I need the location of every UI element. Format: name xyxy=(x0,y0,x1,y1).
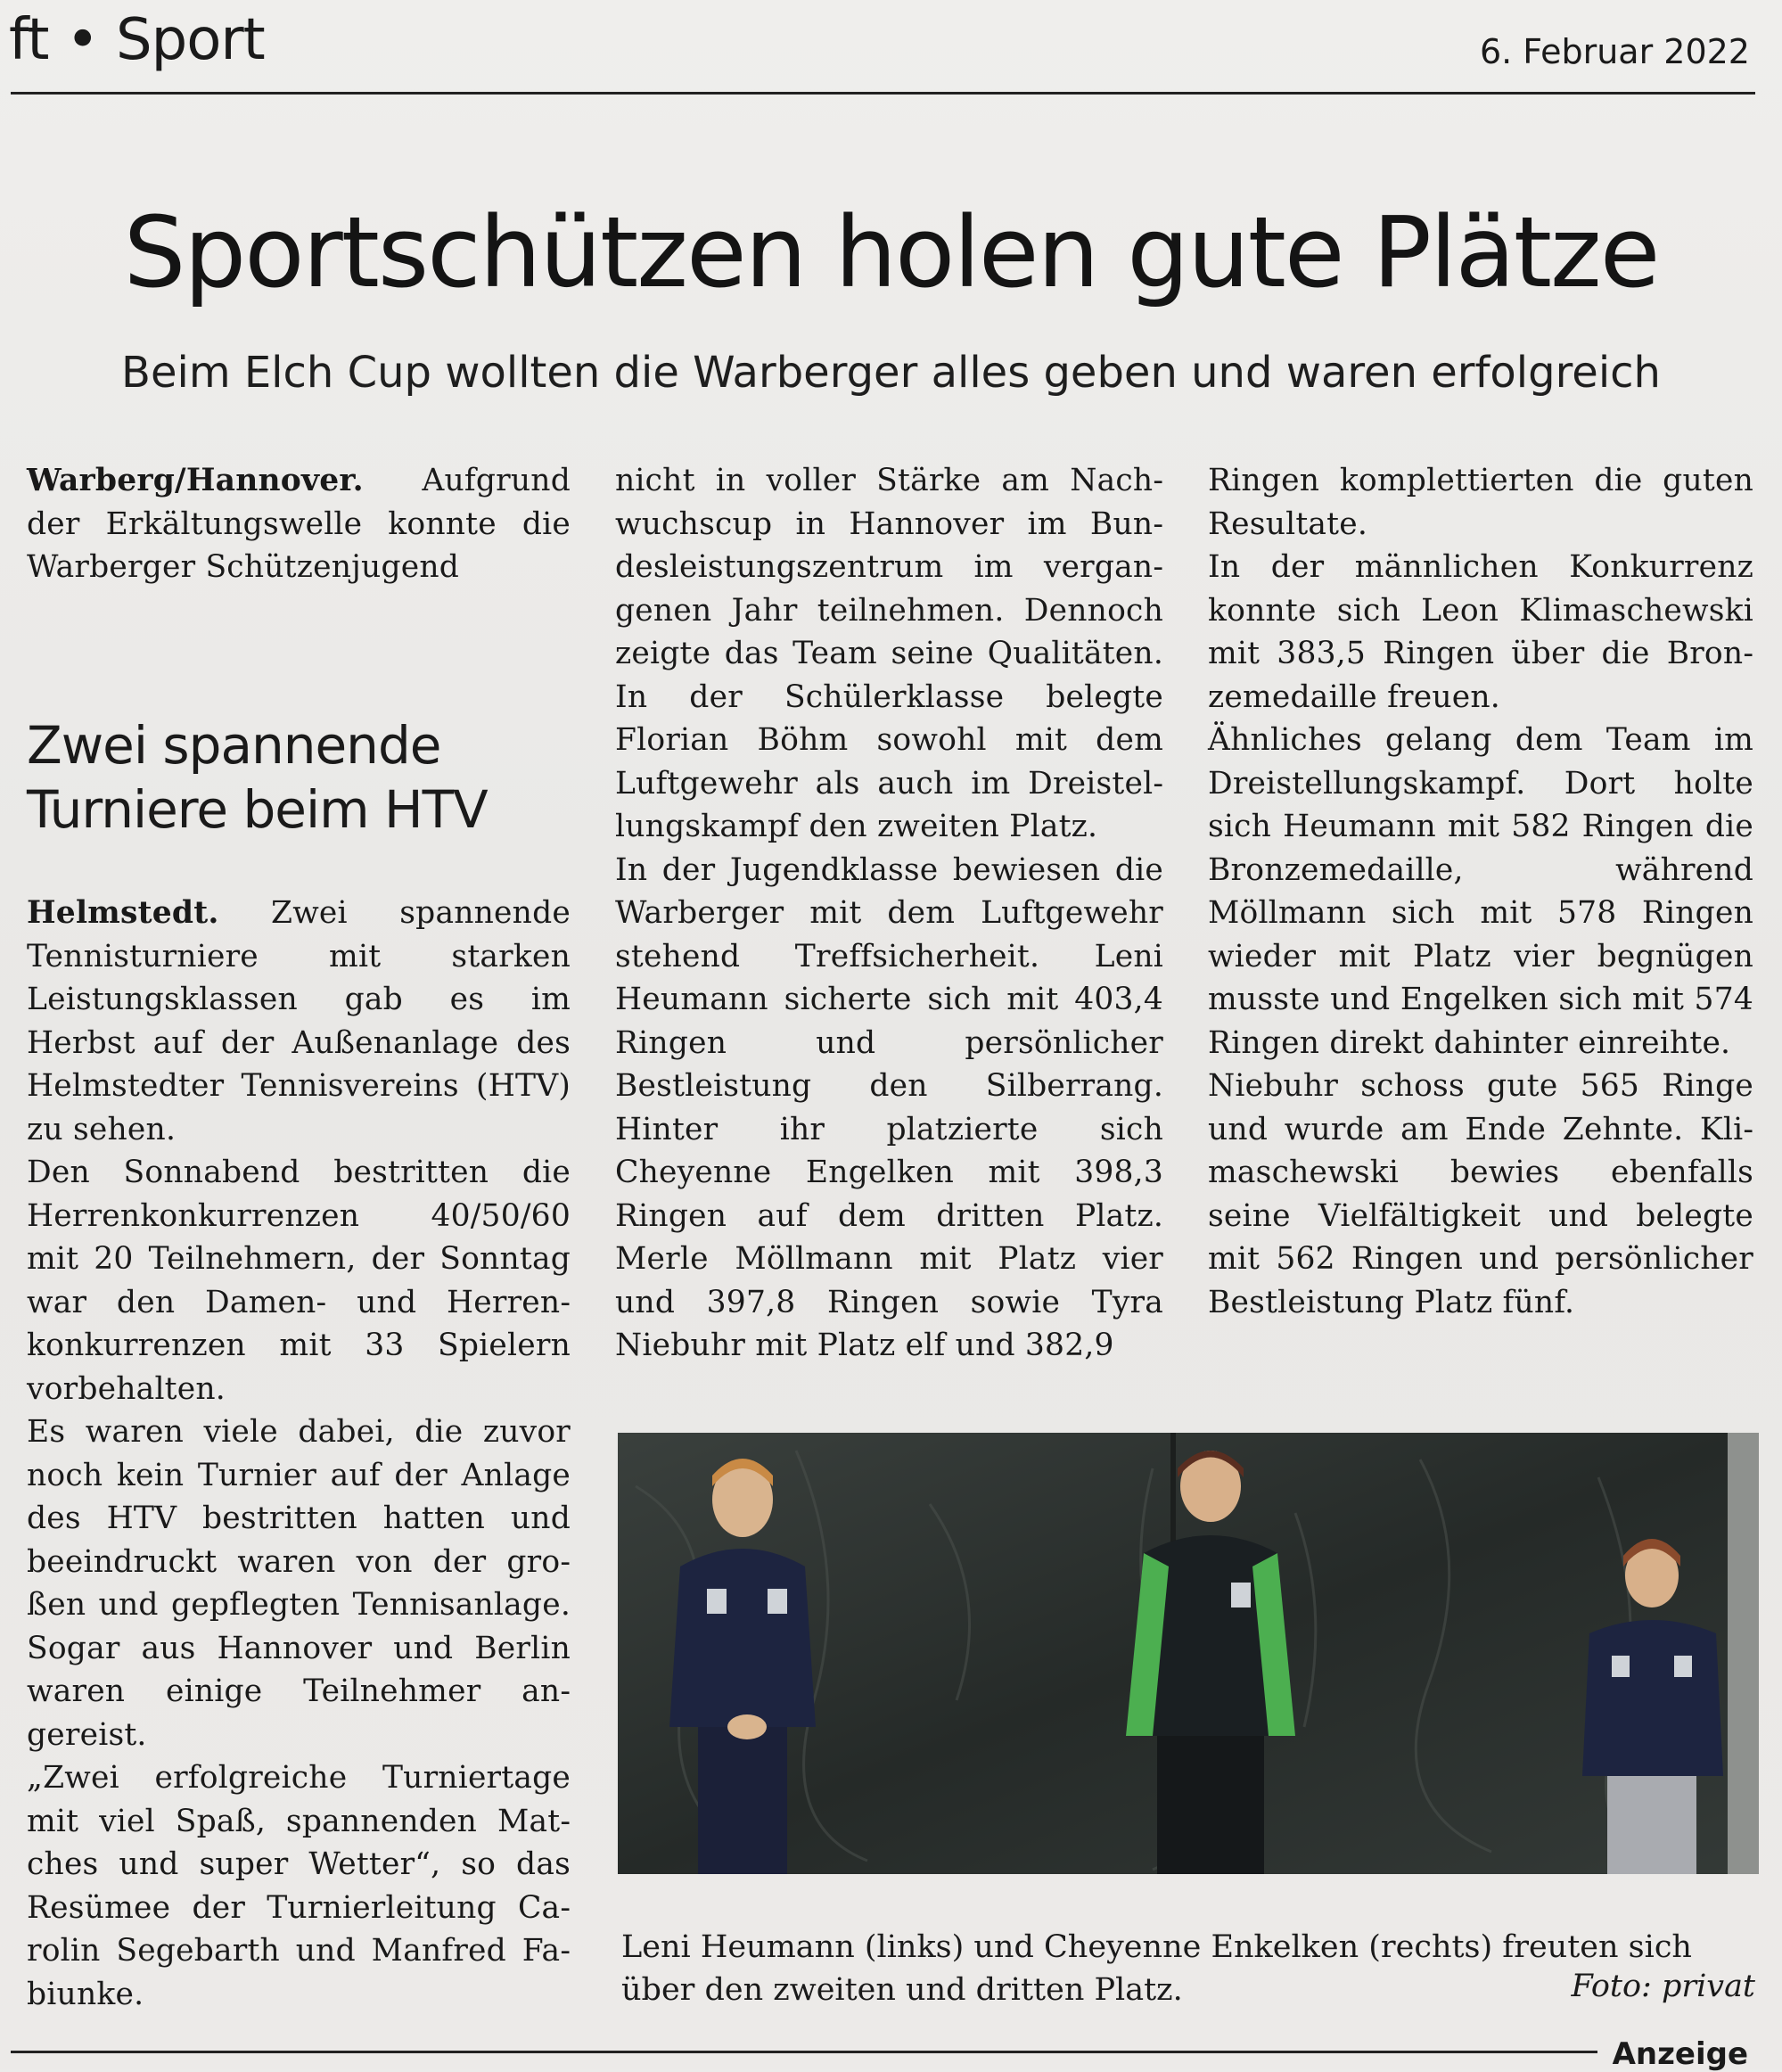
photo-credit: Foto: privat xyxy=(1571,1969,1755,2004)
article-intro-paragraph xyxy=(27,459,571,589)
issue-date: 6. Februar 2022 xyxy=(1479,32,1750,71)
secondary-paragraph-4: „Zwei erfolgreiche Turniertage mit viel Spaß, spannenden Matches und super Wetter“, so das Resümee der Turnierleitung Carolin Segebarth und Manfred Fabiunke. xyxy=(27,1760,571,2012)
article-headline: Sportschützen holen gute Plätze xyxy=(123,195,1659,309)
column-3-paragraph-4: Niebuhr schoss gute 565 Ringe und wurde am Ende Zehnte. Klimaschewski bewies ebenfalls seine Vielfältigkeit und belegte mit 562 Ringen und persönlicher Bestleistung Platz fünf. xyxy=(1208,1068,1753,1320)
column-3-paragraph-2: In der männlichen Konkurrenz konnte sich Leon Klimaschewski mit 383,5 Ringen über die Bronzemedaille freuen. xyxy=(1208,549,1753,715)
secondary-dateline: Helmstedt. xyxy=(27,895,219,931)
header-divider xyxy=(11,92,1755,95)
secondary-paragraph-3: Es waren viele dabei, die zuvor noch kein Turnier auf der Anlage des HTV bestritten hatten und beeindruckt waren von der großen und gepflegten Tennisanlage. Sogar aus Hannover und Berlin waren einige Teilnehmer angereist. xyxy=(27,1414,571,1753)
article-column-1 xyxy=(27,459,571,589)
article-photo xyxy=(618,1433,1759,1874)
advertisement-label: Anzeige xyxy=(1612,2036,1748,2072)
article-subheadline: Beim Elch Cup wollten die Warberger alles geben und waren erfolgreich xyxy=(121,348,1661,398)
column-2-paragraph-1: nicht in voller Stärke am Nachwuchscup in Hannover im Bundesleistungszentrum im vergangenen Jahr teilnehmen. Dennoch zeigte das Team seine Qualitäten. In der Schülerklasse belegte Florian Böhm sowohl mit dem Luftgewehr als auch im Dreistellungskampf den zweiten Platz. xyxy=(615,463,1163,844)
secondary-intro-text: Zwei spannende Tennisturniere mit starken Leistungsklassen gab es im Herbst auf der Außenanlage des Helmstedter Tennisvereins (HTV) zu sehen. xyxy=(27,895,571,1147)
article-column-3 xyxy=(1208,459,1753,1324)
podium-photo-illustration xyxy=(618,1433,1759,1874)
section-label: ft • Sport xyxy=(9,7,265,73)
footer-divider xyxy=(11,2051,1597,2053)
column-2-paragraph-2: In der Jugendklasse bewiesen die Warberger mit dem Luftgewehr stehend Treffsicherheit. Leni Heumann sicherte sich mit 403,4 Ringen und persönlicher Bestleistung den Silberrang. Hinter ihr platzierte sich Cheyenne Engelken mit 398,3 Ringen auf dem dritten Platz. Merle Möllmann mit Platz vier und 397,8 Ringen sowie Tyra Niebuhr mit Platz elf und 382,9 xyxy=(615,851,1163,1363)
column-3-paragraph-3: Ähnliches gelang dem Team im Dreistellungskampf. Dort holte sich Heumann mit 582 Ringen die Bronzemedaille, während Möllmann sich mit 578 Ringen wieder mit Platz vier begnügen musste und Engelken sich mit 574 Ringen direkt dahinter einreihte. xyxy=(1208,722,1753,1061)
secondary-paragraph-1 xyxy=(27,892,571,1151)
dateline: Warberg/Hannover. xyxy=(27,463,364,498)
secondary-article-body xyxy=(27,892,571,2016)
column-3-paragraph-1: Ringen komplettierten die guten Resultate. xyxy=(1208,463,1753,542)
photo-caption: Leni Heumann (links) und Cheyenne Enkelken (rechts) freuten sich über den zweiten und dritten Platz. xyxy=(621,1929,1692,2008)
intro-text: Aufgrund der Erkältungswelle konnte die Warberger Schützenjugend xyxy=(27,463,571,585)
secondary-paragraph-2: Den Sonnabend bestritten die Herrenkonkurrenzen 40/50/60 mit 20 Teilnehmern, der Sonntag war den Damen- und Herrenkonkurrenzen mit 33 Spielern vorbehalten. xyxy=(27,1155,571,1407)
secondary-headline: Zwei spannende Turniere beim HTV xyxy=(27,715,488,840)
article-column-2 xyxy=(615,459,1163,1368)
